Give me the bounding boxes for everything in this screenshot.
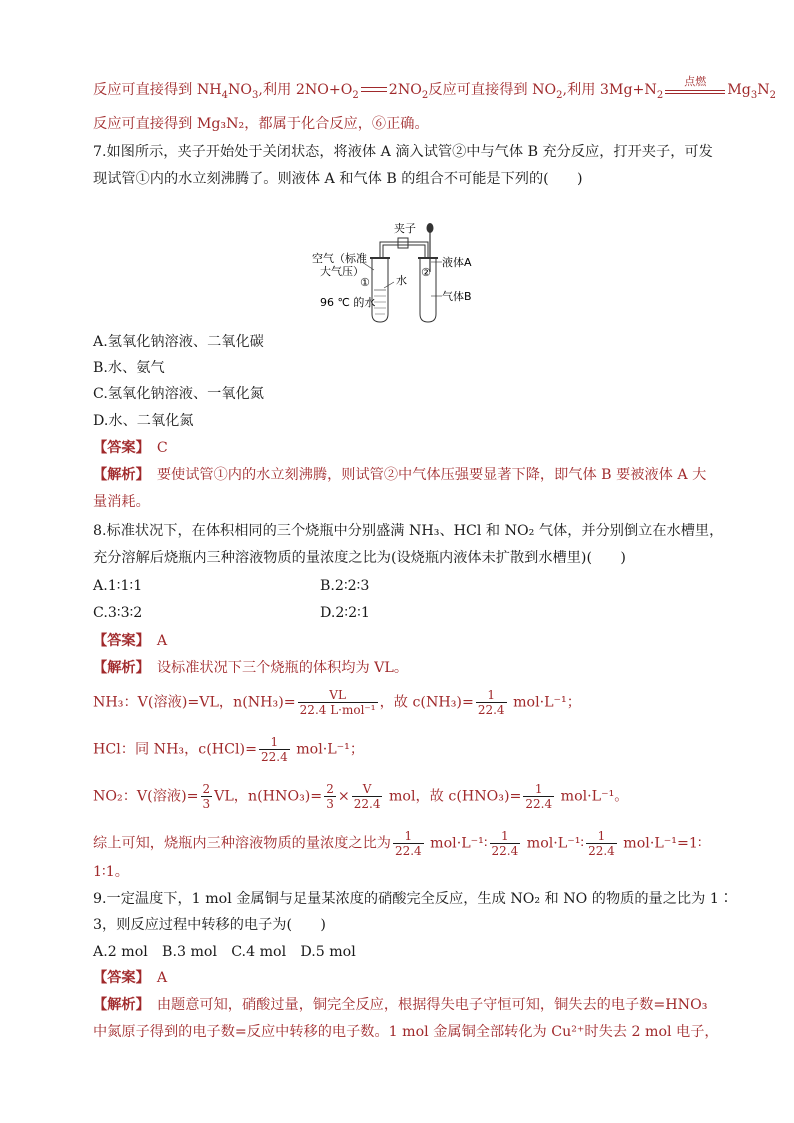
q8-summary-line-2: 1∶1。 (93, 864, 129, 880)
q9-analysis-1: 【解析】 由题意可知，硝酸过量，铜完全反应，根据得失电子守恒可知，铜失去的电子数=HNO₃ (93, 997, 708, 1013)
q8-option-a: A.1∶1∶1 (93, 578, 143, 594)
q8-stem-2: 充分溶解后烧瓶内三种溶液物质的量浓度之比为(设烧瓶内液体未扩散到水槽里)( ) (93, 550, 626, 566)
q7-stem-2: 现试管①内的水立刻沸腾了。则液体 A 和气体 B 的组合不可能是下列的( ) (93, 171, 583, 187)
q7-stem-1: 7.如图所示，夹子开始处于关闭状态，将液体 A 滴入试管②中与气体 B 充分反应，打开夹子，可发 (93, 144, 713, 160)
q7-option-a: A.氢氧化钠溶液、二氧化碳 (93, 334, 264, 350)
water-label: 水 (396, 274, 407, 287)
tube2-label: ② (421, 266, 431, 279)
q8-no2-line: NO₂：V(溶液)= $\frac{2}{3}$ VL，n(HNO₃)= $\frac{2}{3}$ × $\frac{V}{22.4}$ mol，故 c(HNO₃)= $\frac{1}{22.4}$ mol·L⁻¹。 (93, 782, 629, 811)
q7-option-b: B.水、氨气 (93, 360, 165, 376)
apparatus-diagram (310, 218, 500, 323)
liquid-a-label: 液体A (442, 256, 472, 269)
q8-hcl-line: HCl：同 NH₃，c(HCl)= $\frac{1}{22.4}$ mol·L⁻¹； (93, 735, 365, 764)
hot-water-label: 96 ℃ 的水 (320, 296, 376, 309)
q9-answer: 【答案】 A (93, 970, 168, 986)
q7-option-c: C.氢氧化钠溶液、一氧化氮 (93, 386, 264, 402)
prev-answer-line-1: 反应可直接得到 $NH_4NO_3$,利用 $2NO+O_2$ $2NO_2$反应可直接得到 $NO_2$,利用 $3Mg+N_2$ 点燃 $Mg_3N_2$ (93, 75, 776, 101)
air-label: 空气（标准 (312, 252, 367, 265)
q8-stem-1: 8.标准状况下，在体积相同的三个烧瓶中分别盛满 NH₃、HCl 和 NO₂ 气体，并分别倒立在水槽里， (93, 523, 724, 539)
q9-stem-1: 9.一定温度下，1 mol 金属铜与足量某浓度的硝酸完全反应，生成 NO₂ 和 NO 的物质的量之比为 1∶ (93, 891, 734, 907)
q8-nh3-line: NH₃：V(溶液)=VL，n(NH₃)= $\frac{VL}{\text{22.4 L·mol⁻¹}}$ ，故 c(NH₃)= $\frac{1}{22.4}$ mol·L⁻¹； (93, 688, 581, 717)
q7-option-d: D.水、二氧化氮 (93, 413, 194, 429)
prev-answer-line-2: 反应可直接得到 Mg₃N₂，都属于化合反应，⑥正确。 (93, 116, 429, 132)
q9-analysis-2: 中氮原子得到的电子数=反应中转移的电子数。1 mol 金属铜全部转化为 Cu²⁺时失去 2 mol 电子， (93, 1024, 719, 1040)
q8-option-c: C.3∶3∶2 (93, 605, 143, 621)
q8-analysis-1: 【解析】 设标准状况下三个烧瓶的体积均为 VL。 (93, 660, 409, 676)
air-label-2: 大气压） (320, 265, 364, 278)
equal-arrow (359, 86, 389, 94)
tube1-label: ① (360, 276, 370, 289)
q7-analysis-1: 【解析】 要使试管①内的水立刻沸腾，则试管②中气体压强要显著下降，即气体 B 要被液体 A 大 (93, 467, 707, 483)
q7-analysis-2: 量消耗。 (93, 494, 150, 510)
q8-option-d: D.2∶2∶1 (320, 605, 370, 621)
q8-option-b: B.2∶2∶3 (320, 578, 370, 594)
q9-options: A.2 mol B.3 mol C.4 mol D.5 mol (93, 944, 356, 960)
q8-answer: 【答案】 A (93, 633, 168, 649)
clip-label: 夹子 (394, 222, 416, 235)
q8-summary-line: 综上可知，烧瓶内三种溶液物质的量浓度之比为 $\frac{1}{22.4}$ mol·L⁻¹∶ $\frac{1}{22.4}$ mol·L⁻¹∶ $\frac{1}{22.4}$ mol·L⁻¹=1∶ (93, 829, 702, 858)
gas-b-label: 气体B (442, 290, 472, 303)
ignite-arrow: 点燃 (663, 82, 727, 98)
q7-answer: 【答案】 C (93, 440, 168, 456)
q9-stem-2: 3，则反应过程中转移的电子为( ) (93, 917, 326, 933)
